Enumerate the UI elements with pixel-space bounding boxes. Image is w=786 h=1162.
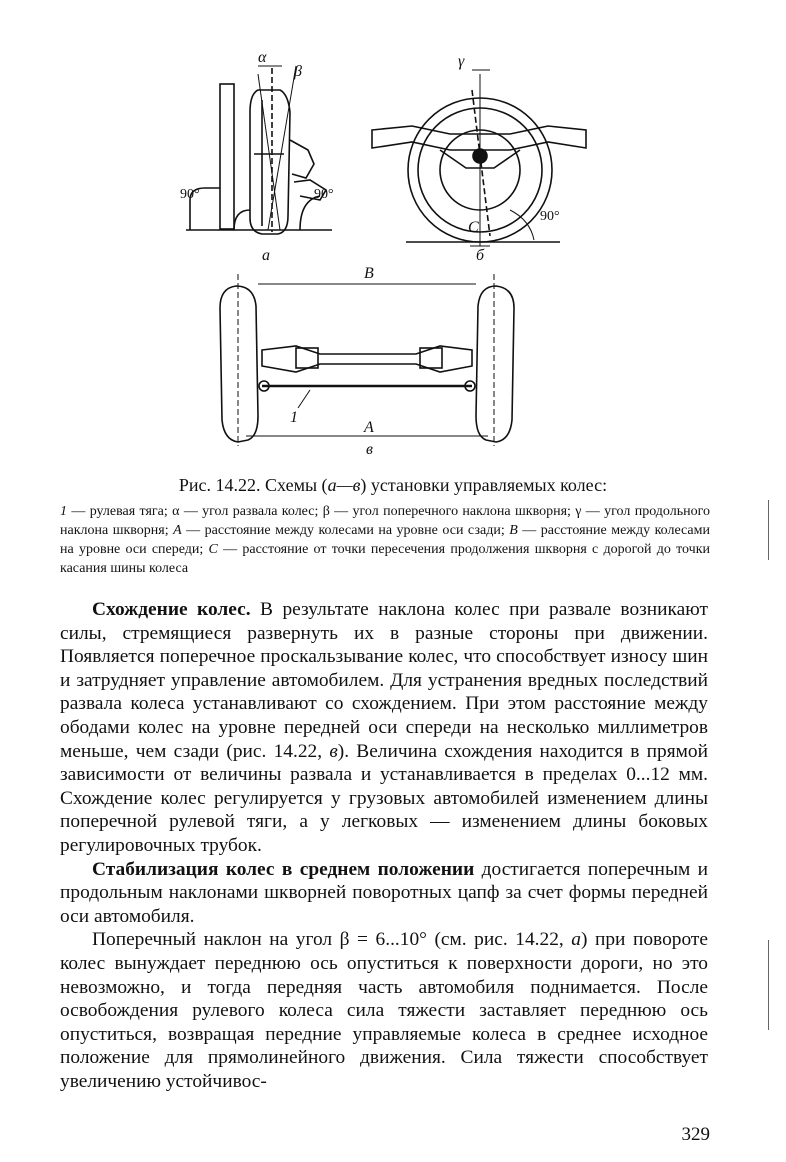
part-1-leader [298,390,310,408]
label-angle-left-a: 90° [180,187,200,202]
steered-wheels-diagram [150,50,630,460]
paragraph-stabilization [60,858,708,929]
label-angle-right-a: 90° [314,187,334,202]
page-number: 329 [681,1124,710,1145]
angle-arc-b [510,210,534,240]
label-sub-v: в [366,441,373,458]
legend-sym: 1 [60,504,67,519]
legend-sym: B [509,523,518,538]
paragraph-toe-in [60,598,708,858]
caption-prefix: Рис. 14.22. Схемы ( [178,475,328,495]
wheel-left-v [220,286,258,442]
kingpin-axis-b [472,90,490,236]
angle-arc-left-2 [234,210,250,230]
diagram-a [186,66,332,234]
label-B: B [364,265,374,282]
legend-text: γ — угол продольного наклона шкворня; [60,504,710,538]
paragraph-text: ). Величина схождения находится в прямой зависимости от величины развала и устанавливается в пределах 0...12 мм. Схождение колес регулируется у грузовых автомобилей изменением длины поперечной рулевой тяги, а у легковых — изменением длины боковых регулировочных трубок. [60,740,708,856]
label-sub-a: а [262,247,270,264]
label-gamma: γ [458,53,465,70]
body-text [60,598,708,1093]
paragraph-heading: Схождение колес. [92,599,251,620]
label-A: A [364,419,374,436]
paragraph-heading: Стабилизация колес в среднем положении [92,858,475,880]
label-beta: β [294,63,302,80]
paragraph-text: достигается поперечным и продольным наклонами шкворней поворотных цапф за счет формы передней оси автомобиля. [60,858,708,927]
legend-text: — расстояние между колесами на уровне [181,523,438,538]
paragraph-text: ) при повороте колес вынуждает переднюю ось опуститься к поверхности дороги, но это невозможно, и тогда передняя часть автомобиля поднимается. После освобождения рулевого колеса сила тяжести заставляет переднюю ось опуститься, возвращая передние управляемые колеса в среднее исходное положение для прямолинейного движения. Сила тяжести способствует увеличению устойчивос- [60,929,708,1092]
caption-range: а—в [327,475,361,495]
knuckle-a [290,140,314,178]
figure-ref: в [329,740,338,762]
legend-sym: C [208,542,218,557]
scan-edge-mark [768,940,769,1030]
wheel-right-v [476,286,514,442]
figure-ref: а [571,929,581,951]
paragraph-text: В результате наклона колес при развале возникают силы, стремящиеся развернуть их в разные стороны при движении. Появляется поперечное проскальзывание колес, что способствует износу шин и затрудняет управление автомобилем. Для устранения вредных последствий развала колеса устанавливают со схождением. При этом расстояние между ободами колес на уровне передней оси спереди на несколько миллиметров меньше, чем сзади (рис. 14.22, [60,599,708,762]
figure-14-22 [150,50,630,460]
label-sub-b: б [476,247,485,264]
caption-suffix: ) установки управляемых колес: [360,475,608,495]
legend-sym: A [173,523,182,538]
label-C: C [468,219,479,236]
label-angle-b: 90° [540,209,560,224]
legend-text: — расстояние между колесами на уровне оси спереди; [60,523,710,557]
legend-text: — рулевая тяга; α — угол развала колес; β — угол поперечного наклона шкворня; [67,504,571,519]
legend-text: оси сзади; [442,523,510,538]
label-part-1: 1 [290,409,298,426]
figure-caption [60,474,726,496]
label-alpha: α [258,50,267,66]
paragraph-text: Поперечный наклон на угол β = 6...10° (см. рис. 14.22, [92,929,572,951]
wall-post [220,84,234,229]
legend-text: точки пересечения продолжения шкворня с дорогой до точки касания шины колеса [60,542,711,576]
scan-edge-mark [768,500,769,560]
paragraph-kingpin [60,928,708,1093]
legend-text: — расстояние от [217,542,327,557]
figure-legend [60,502,710,578]
